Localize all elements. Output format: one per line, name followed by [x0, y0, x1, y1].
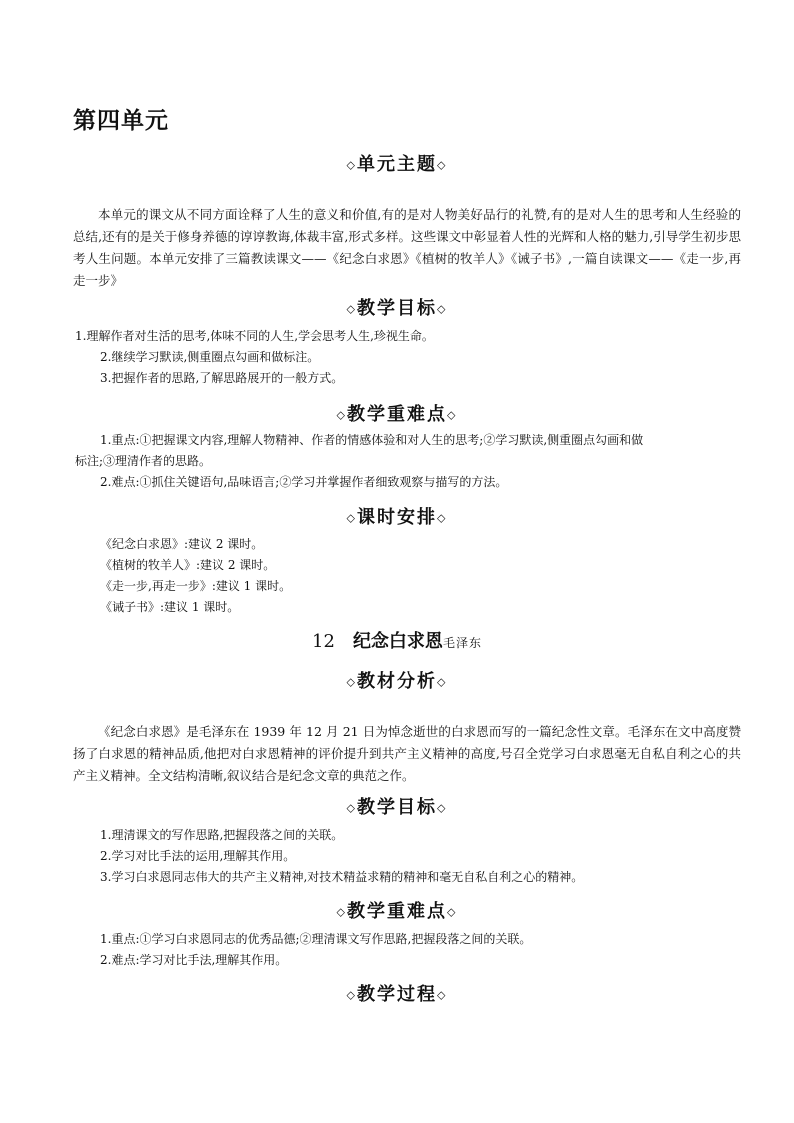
- diamond-icon: ◇: [437, 988, 448, 1002]
- section-heading-text: 教学过程: [357, 984, 437, 1005]
- lesson-goal-item: 3.学习白求恩同志伟大的共产主义精神,对技术精益求精的精神和毫无自私自利之心的精神。: [100, 870, 584, 884]
- lesson-key-point: 1.重点:①学习白求恩同志的优秀品德;②理清课文写作思路,把握段落之间的关联。: [100, 932, 532, 946]
- section-heading-text: 教学重难点: [347, 901, 447, 922]
- diamond-icon: ◇: [346, 158, 357, 172]
- schedule-item: 《植树的牧羊人》:建议 2 课时。: [100, 558, 276, 572]
- diamond-icon: ◇: [437, 302, 448, 316]
- section-heading-unit-key: [0, 400, 794, 426]
- diamond-icon: ◇: [346, 511, 357, 525]
- lesson-key-point: 2.难点:学习对比手法,理解其作用。: [100, 953, 288, 967]
- section-heading-lesson-key: [0, 897, 794, 923]
- diamond-icon: ◇: [437, 511, 448, 525]
- unit-goal-item: 3.把握作者的思路,了解思路展开的一般方式。: [100, 371, 344, 385]
- diamond-icon: ◇: [336, 905, 347, 919]
- lesson-goal-item: 2.学习对比手法的运用,理解其作用。: [100, 849, 296, 863]
- diamond-icon: ◇: [346, 988, 357, 1002]
- unit-key-point-1: 1.重点:①把握课文内容,理解人物精神、作者的情感体验和对人生的思考;②学习默读,侧重圈点勾画和做: [100, 433, 644, 447]
- unit-goal-item: 2.继续学习默读,侧重圈点勾画和做标注。: [100, 350, 320, 364]
- section-heading-theme: [0, 150, 794, 176]
- section-heading-analysis: [0, 667, 794, 693]
- schedule-item: 《诫子书》:建议 1 课时。: [100, 600, 240, 614]
- unit-title: 第四单元: [73, 108, 169, 134]
- unit-key-point-1-cont: 标注;③理清作者的思路。: [75, 454, 212, 468]
- analysis-paragraph: 《纪念白求恩》是毛泽东在 1939 年 12 月 21 日为悼念逝世的白求恩而写的一篇纪念性文章。毛泽东在文中高度赞扬了白求恩的精神品质,他把对白求恩精神的评价提升到共产主义精神的高度,号召全党学习白求恩毫无自私自利之心的共产主义精神。全文结构清晰,叙议结合是纪念文章的典范之作。: [73, 724, 741, 783]
- section-heading-text: 教学目标: [357, 298, 437, 319]
- section-heading-text: 教材分析: [357, 671, 437, 692]
- unit-goal-item: 1.理解作者对生活的思考,体味不同的人生,学会思考人生,珍视生命。: [75, 329, 434, 343]
- section-heading-text: 教学目标: [357, 797, 437, 818]
- section-heading-text: 单元主题: [357, 154, 437, 175]
- section-heading-text: 教学重难点: [347, 404, 447, 425]
- lesson-goal-item: 1.理清课文的写作思路,把握段落之间的关联。: [100, 828, 344, 842]
- diamond-icon: ◇: [437, 158, 448, 172]
- section-heading-unit-goals: [0, 294, 794, 320]
- theme-paragraph: 本单元的课文从不同方面诠释了人生的意义和价值,有的是对人物美好品行的礼赞,有的是对人生的思考和人生经验的总结,还有的是关于修身养德的谆谆教诲,体裁丰富,形式多样。这些课文中彰显着人性的光辉和人格的魅力,引导学生初步思考人生问题。本单元安排了三篇教读课文——《纪念白求恩》《植树的牧羊人》《诫子书》,一篇自读课文——《走一步,再走一步》: [73, 207, 741, 288]
- schedule-item: 《走一步,再走一步》:建议 1 课时。: [100, 579, 292, 593]
- section-heading-text: 课时安排: [357, 507, 437, 528]
- diamond-icon: ◇: [437, 675, 448, 689]
- diamond-icon: ◇: [346, 302, 357, 316]
- lesson-title: [0, 627, 794, 653]
- diamond-icon: ◇: [336, 408, 347, 422]
- lesson-name: 纪念白求恩: [352, 631, 443, 652]
- diamond-icon: ◇: [437, 801, 448, 815]
- unit-key-point-2: 2.难点:①抓住关键语句,品味语言;②学习并掌握作者细致观察与描写的方法。: [100, 475, 508, 489]
- schedule-item: 《纪念白求恩》:建议 2 课时。: [100, 537, 264, 551]
- diamond-icon: ◇: [346, 801, 357, 815]
- diamond-icon: ◇: [447, 408, 458, 422]
- section-heading-lesson-goals: [0, 793, 794, 819]
- diamond-icon: ◇: [447, 905, 458, 919]
- lesson-author: 毛泽东: [442, 636, 482, 650]
- lesson-number: 12: [312, 631, 335, 652]
- section-heading-process: [0, 980, 794, 1006]
- section-heading-schedule: [0, 503, 794, 529]
- diamond-icon: ◇: [346, 675, 357, 689]
